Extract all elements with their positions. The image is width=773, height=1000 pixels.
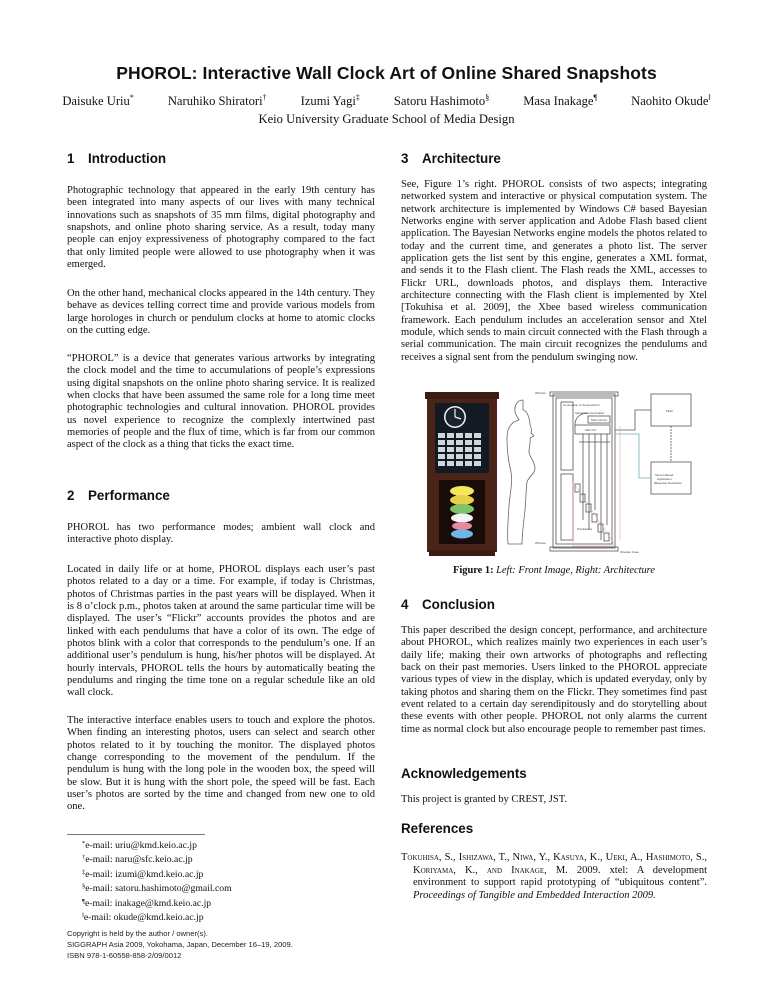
author	[523, 93, 597, 109]
author-name: Satoru Hashimoto	[393, 94, 486, 108]
reference-title: 2009. xtel: A development environment to support rapid prototyping of “ubiquitous content”.	[413, 864, 708, 889]
author-name: Naruhiko Shiratori	[167, 94, 263, 108]
acknowledgements-text: This project is granted by CREST, JST.	[401, 794, 567, 805]
section-number: 4	[401, 597, 409, 612]
footnote-email: e-mail: naru@sfc.keio.ac.jp	[85, 854, 193, 866]
section-title: Conclusion	[422, 597, 495, 612]
footnote-mark: ‡	[355, 93, 360, 102]
footnote-email: e-mail: izumi@kmd.keio.ac.jp	[85, 868, 204, 880]
footnote-mark: ‖	[82, 912, 84, 920]
svg-text:Server Based: Server Based	[655, 473, 674, 477]
svg-text:Window: Window	[535, 541, 546, 545]
conference-line: SIGGRAPH Asia 2009, Yokohama, Japan, December 16–19, 2009.	[67, 939, 293, 949]
svg-text:(Bayesian Networks): (Bayesian Networks)	[654, 481, 682, 485]
footnote-mark: ‡	[82, 868, 86, 876]
section-number: 1	[67, 151, 75, 166]
section-heading-acknowledgements: Acknowledgements	[401, 766, 527, 781]
affiliation: Keio University Graduate School of Media Design	[258, 112, 515, 126]
footnote-email: e-mail: okude@kmd.keio.ac.jp	[83, 912, 204, 924]
conclusion-paragraph-1: This paper described the design concept, performance, and architecture about PHOROL, which realizes mainly two experiences in each user’s daily life; making their own artworks of photographs and reflecting back on their past memories. Users linked to the PHOROL appreciate various types of view in the display, which is updated everyday, only by taking photos and sharing them on the Flickr. They sometimes find past event related to a certain day serendipitously and do storytelling about these events with other people. PHOROL not only alarms the current time as normal clock but also encourage people to remember past times.	[401, 625, 707, 735]
footnote-email: e-mail: uriu@kmd.keio.ac.jp	[85, 840, 197, 851]
diagram-labels	[535, 391, 682, 554]
author-list	[0, 93, 773, 109]
footnote-mark: ¶	[82, 897, 85, 905]
footnote-mark: §	[82, 883, 86, 891]
clock-front-image	[425, 392, 499, 556]
author	[631, 93, 711, 109]
footnote-mark: *	[82, 840, 86, 847]
footnote	[82, 838, 232, 852]
author	[301, 93, 360, 109]
footnote-email: e-mail: satoru.hashimoto@gmail.com	[85, 883, 232, 895]
footnote-email: e-mail: inakage@kmd.keio.ac.jp	[84, 897, 212, 909]
footnote-mark: ‖	[708, 93, 711, 102]
section-heading-performance	[67, 488, 170, 503]
author-name: Masa Inakage	[523, 94, 594, 108]
section-heading-architecture	[401, 151, 501, 166]
svg-text:Main PC: Main PC	[585, 428, 597, 432]
svg-text:Window: Window	[535, 391, 546, 395]
author	[394, 93, 489, 109]
architecture-paragraph-1: See, Figure 1’s right. PHOROL consists of two aspects; integrating networked system and interactive or physical computation system. The network architecture is implemented by Windows C# based Bayesian Networks engine with server application and Adobe Flash based client application. The Bayesian Networks engine models the photos related to today and the current time, and generates a photo list. The server application gets the list sent by this engine, generates a XML format, and sends it to the Flash client. The Flash reads the XML, accesses to Flickr URL, downloads photos, and displays them. Interactive architecture connecting with the Flash client is implemented by Xtel [Tokuhisa et al. 2009], the Xbee based wireless communication framework. Each pendulum includes an acceleration sensor and Xtel module, which sends to main circuit connected with the Flash through a serial communication. The main circuit recognizes the pendulums and receives a signal sent from the pendulum swinging now.	[401, 179, 707, 363]
section-number: 2	[67, 488, 75, 503]
paper-title: PHOROL: Interactive Wall Clock Art of Online Shared Snapshots	[116, 63, 657, 83]
svg-text:Flickr: Flickr	[666, 409, 674, 413]
section-heading-conclusion	[401, 597, 495, 612]
svg-text:Pendulums: Pendulums	[577, 527, 593, 531]
footnote-mark: ¶	[593, 93, 598, 102]
svg-text:Main Circuit: Main Circuit	[591, 418, 607, 422]
figure-1	[425, 390, 715, 560]
person-silhouette-icon	[507, 400, 535, 544]
reference-item	[401, 852, 707, 902]
isbn-line: ISBN 978-1-60558-858-2/09/0012	[67, 950, 182, 960]
section-heading-introduction	[67, 151, 166, 166]
section-title: Architecture	[422, 151, 501, 166]
author	[168, 93, 267, 109]
footnote-mark: †	[82, 854, 86, 862]
architecture-diagram	[550, 392, 691, 551]
figure-caption	[401, 565, 707, 576]
footnote	[82, 867, 232, 881]
intro-paragraph-3: “PHOROL” is a device that generates various artworks by integrating the clock model and the time to accumulations of people’s expressions using digital snapshots on the online photo sharing service. It is realized when clocks that have been assumed the same role for a long time meet photographic technologies and cultural innovation. PHOROL provides us novel experience to recognize the complexly intertwined past memories of people and the flux of time, which is far from our common aspect of the clock as a thing that ticks the exact time.	[67, 353, 375, 451]
svg-text:Wooden Case: Wooden Case	[620, 550, 639, 554]
footnote	[82, 896, 232, 910]
performance-paragraph-2: Located in daily life or at home, PHOROL displays each user’s past photos related to a day or a time. For example, if today is Christmas, photos of Christmas parties in the past years will be displayed. When it is 8 o’clock p.m., photos taken at around the same particular time will be displayed. The user’s “Flickr” accounts provides the photos and are linked with each pendulums that have a color of its own. The edge of photos blink with a color that corresponds to the pendulum’s one. If an additional user’s pendulum is hung, his/her photos will be displayed. At hourly intervals, PHOROL tells the hours by automatically beating the pendulums and ringing the time tone on a regular schedule like an old wall clock.	[67, 564, 375, 699]
footnote-mark: *	[129, 93, 134, 102]
copyright-block	[67, 929, 293, 961]
author-name: Naohito Okude	[631, 94, 709, 108]
footnote-mark: †	[262, 93, 267, 102]
section-heading-references: References	[401, 821, 474, 836]
svg-text:Connection to Sensor/Actor: Connection to Sensor/Actor	[563, 403, 600, 407]
svg-text:Serial Communication: Serial Communication	[575, 411, 605, 415]
footnote-rule	[67, 834, 205, 835]
footnote-mark: §	[485, 93, 490, 102]
author-name: Daisuke Uriu	[62, 94, 130, 108]
reference-venue: Proceedings of Tangible and Embedded Interaction 2009.	[413, 889, 656, 901]
performance-paragraph-1: PHOROL has two performance modes; ambient wall clock and interactive photo display.	[67, 522, 375, 546]
figure-caption-text: Left: Front Image, Right: Architecture	[496, 565, 655, 576]
author-name: Izumi Yagi	[300, 94, 356, 108]
footnote	[82, 852, 232, 866]
svg-text:Application: Application	[657, 477, 672, 481]
section-title: Introduction	[88, 151, 167, 166]
author	[62, 93, 134, 109]
footnotes	[82, 838, 232, 924]
intro-paragraph-1: Photographic technology that appeared in the early 19th century has been integrated into many aspects of our lives with many technical innovations such as snapshots of 35 mm films, digital photography and snapshots, and online photo sharing service. As a result, today many people can enjoy expressiveness of photography compared to the fact that only limited people were allowed to use photography when it was emerged.	[67, 185, 375, 271]
footnote	[82, 881, 232, 895]
copyright-line: Copyright is held by the author / owner(s).	[67, 929, 208, 938]
section-number: 3	[401, 151, 409, 166]
figure-label: Figure 1:	[453, 565, 494, 576]
reference-authors: Tokuhisa, S., Ishizawa, T., Niwa, Y., Kasuya, K., Ueki, A., Hashimoto, S., Koriyama, K., and Inakage, M.	[401, 852, 707, 876]
section-title: Performance	[88, 488, 170, 503]
footnote	[82, 910, 232, 924]
performance-paragraph-3: The interactive interface enables users to touch and explore the photos. When finding an interesting photos, users can select and search other photos related to it by touching the monitor. The displayed photos change corresponding to the movement of the pendulum. If the pendulum is hung with the long pole in the wooden box, the speed will be slow. But it is hung with the short pole, the speed will be fast. Each user’s photos are sorted by the time and changed from new one to old one.	[67, 715, 375, 813]
intro-paragraph-2: On the other hand, mechanical clocks appeared in the 14th century. They behave as devices telling correct time and provide various models from large horologes in church or pendulum clocks at home to atomic clocks on the cutting edge.	[67, 288, 375, 337]
